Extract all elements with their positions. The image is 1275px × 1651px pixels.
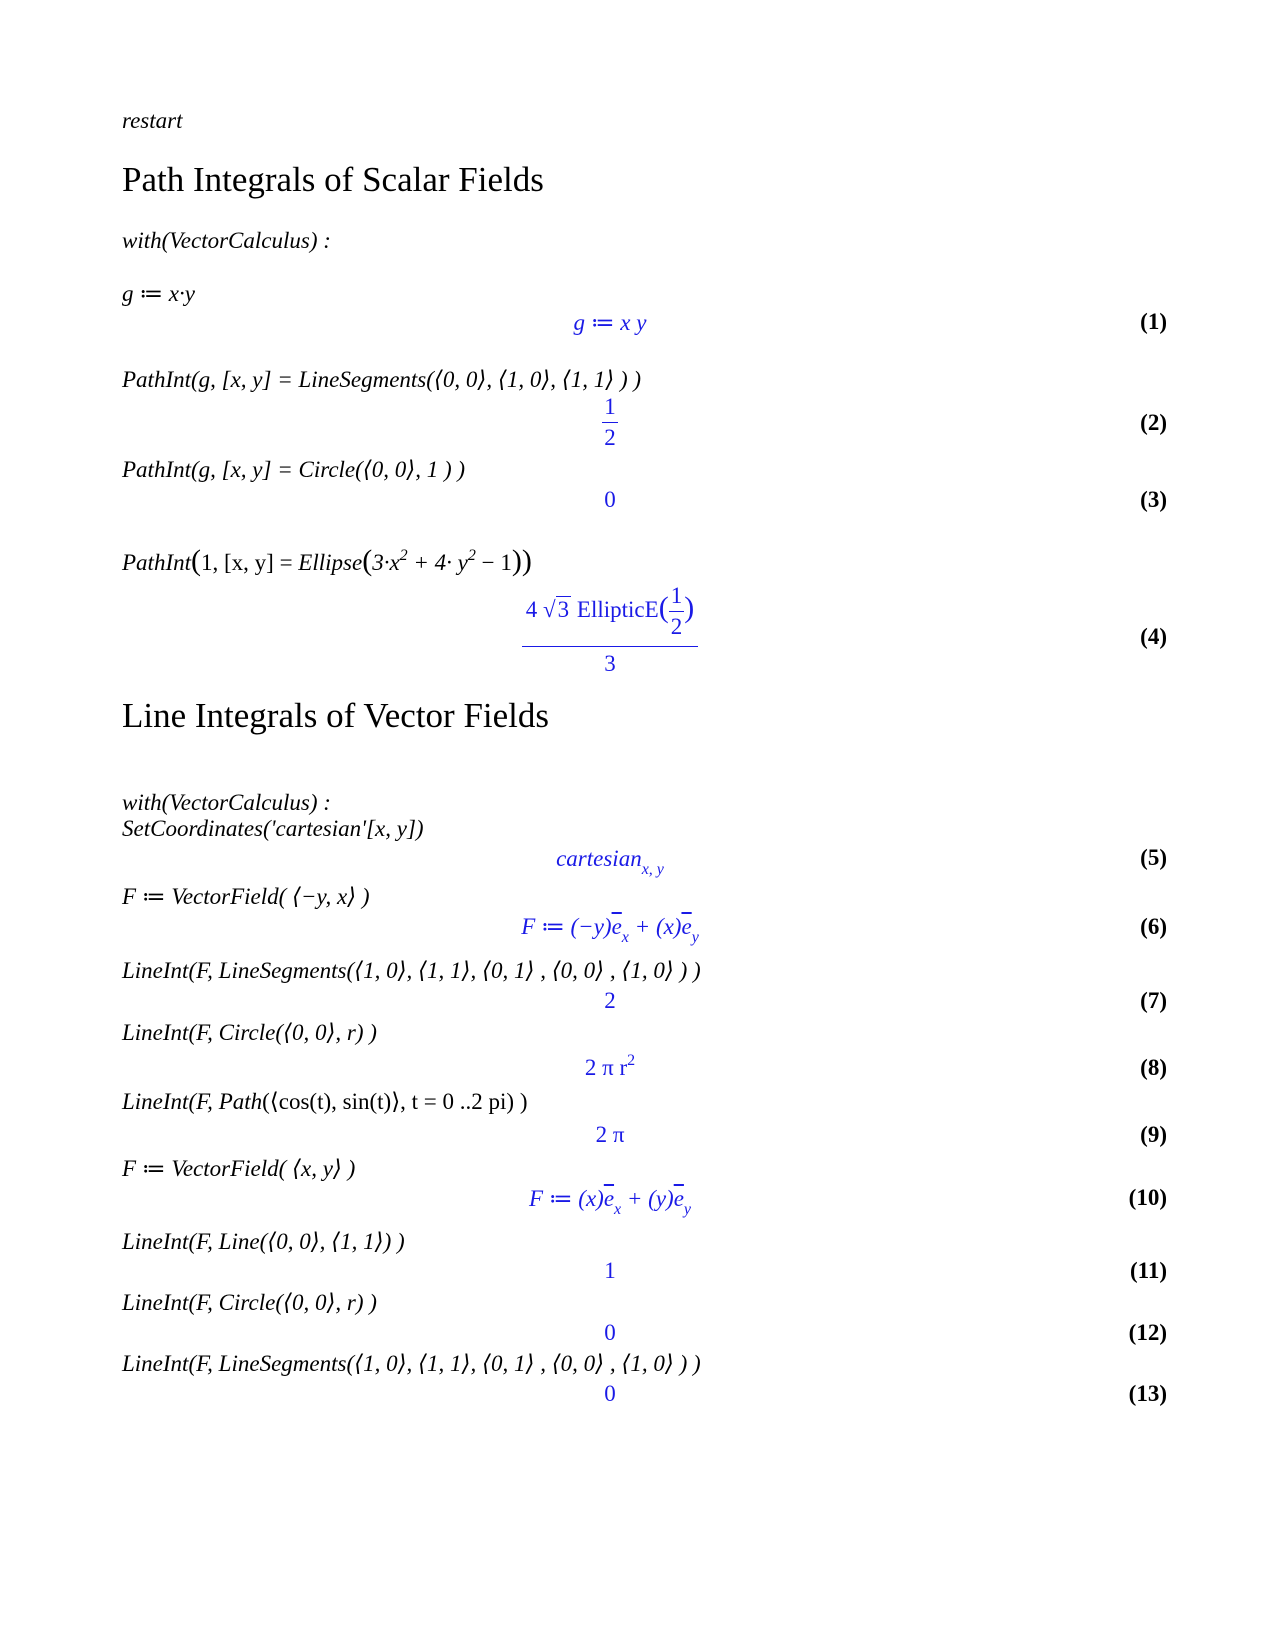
sqrt-symbol: √ bbox=[543, 596, 556, 622]
lineint-linesegments-command-2[interactable]: LineInt(F, LineSegments(⟨1, 0⟩, ⟨1, 1⟩, ⟨0, 1⟩ , ⟨0, 0⟩ , ⟨1, 0⟩ ) ) bbox=[122, 1351, 701, 1376]
output-10-coef-2: (y) bbox=[648, 1186, 674, 1211]
equation-label-8: (8) bbox=[1140, 1055, 1167, 1080]
path-cmd-fn: Path bbox=[218, 1089, 263, 1114]
output-8-base: 2 π r bbox=[584, 1055, 628, 1080]
ellipse-cmd-head: PathInt bbox=[122, 550, 191, 575]
output-5-subscript: x, y bbox=[641, 861, 664, 878]
unit-subscript-x: x bbox=[614, 1201, 622, 1218]
unit-vector-e: $\overline{e}$ bbox=[603, 1186, 615, 1211]
elliptic-arg-fraction bbox=[669, 583, 685, 640]
pathint-circle-command[interactable]: PathInt(g, [x, y] = Circle(⟨0, 0⟩, 1 ) ) bbox=[122, 457, 466, 482]
output-10-coef-1: (x) bbox=[578, 1186, 604, 1211]
ellipse-expr-c: − 1 bbox=[475, 550, 512, 575]
equation-label-11: (11) bbox=[1129, 1258, 1167, 1283]
output-10 bbox=[400, 1186, 820, 1218]
output-6-coef-2: (x) bbox=[655, 914, 682, 939]
fraction-denominator: 3 bbox=[604, 651, 616, 676]
F-vectorfield-command-2[interactable]: F ≔ VectorField( ⟨x, y⟩ ) bbox=[122, 1156, 356, 1181]
output-5 bbox=[400, 846, 820, 878]
output-3: 0 bbox=[604, 487, 616, 512]
coefficient: 4 bbox=[525, 596, 538, 622]
equation-label-9: (9) bbox=[1140, 1122, 1167, 1147]
F-vectorfield-command-1[interactable]: F ≔ VectorField( ⟨−y, x⟩ ) bbox=[122, 884, 370, 909]
output-13: 0 bbox=[604, 1381, 616, 1406]
equation-label-7: (7) bbox=[1140, 988, 1167, 1013]
plus-sign: + bbox=[621, 1186, 649, 1211]
unit-vector-e: $\overline{e}$ bbox=[611, 914, 622, 939]
sqrt-radicand: 3 bbox=[557, 596, 570, 622]
output-7: 2 bbox=[604, 988, 616, 1013]
plus-sign: + bbox=[628, 914, 656, 939]
with-vectorcalculus-command[interactable]: with(VectorCalculus) : bbox=[122, 228, 331, 253]
equation-label-6: (6) bbox=[1140, 914, 1167, 939]
output-11: 1 bbox=[604, 1258, 616, 1283]
setcoordinates-command[interactable]: SetCoordinates('cartesian'[x, y]) bbox=[122, 816, 424, 841]
pathint-linesegments-command[interactable]: PathInt(g, [x, y] = LineSegments(⟨0, 0⟩, ⟨1, 0⟩, ⟨1, 1⟩ ) ) bbox=[122, 367, 642, 392]
lineint-linesegments-command-1[interactable]: LineInt(F, LineSegments(⟨1, 0⟩, ⟨1, 1⟩, ⟨0, 1⟩ , ⟨0, 0⟩ , ⟨1, 0⟩ ) ) bbox=[122, 958, 701, 983]
unit-vector-e: $\overline{e}$ bbox=[681, 914, 692, 939]
output-5-base: cartesian bbox=[556, 846, 642, 871]
unit-subscript-x: x bbox=[621, 929, 629, 946]
output-8 bbox=[400, 1052, 820, 1081]
equation-label-10: (10) bbox=[1128, 1185, 1167, 1210]
unit-subscript-y: y bbox=[691, 929, 699, 946]
fraction bbox=[522, 583, 698, 677]
ellipse-exp-1: 2 bbox=[399, 547, 408, 564]
lineint-path-command[interactable] bbox=[122, 1089, 527, 1115]
g-definition-command[interactable]: g ≔ x·y bbox=[122, 281, 195, 306]
equation-label-12: (12) bbox=[1128, 1320, 1167, 1345]
ellipse-expr-b: + 4· y bbox=[407, 550, 468, 575]
output-1: g ≔ x y bbox=[573, 310, 647, 335]
output-2 bbox=[400, 394, 820, 451]
fraction-numerator: 1 bbox=[602, 394, 618, 423]
path-cmd-prefix: LineInt(F, bbox=[122, 1089, 219, 1114]
lineint-circle-command-2[interactable]: LineInt(F, Circle(⟨0, 0⟩, r) ) bbox=[122, 1290, 377, 1315]
fraction-numerator: 4 √3 EllipticE( $\frac{1}{2}$ ) bbox=[522, 583, 698, 647]
output-9: 2 π bbox=[595, 1122, 625, 1147]
equation-label-1: (1) bbox=[1140, 309, 1167, 334]
equation-label-5: (5) bbox=[1140, 845, 1167, 870]
unit-subscript-y: y bbox=[683, 1201, 692, 1218]
section-heading-line-integrals: Line Integrals of Vector Fields bbox=[122, 696, 550, 735]
ellipse-expr-a: 3·x bbox=[372, 550, 400, 575]
output-8-exponent: 2 bbox=[627, 1052, 636, 1069]
output-6 bbox=[400, 914, 820, 946]
fraction bbox=[602, 394, 618, 451]
pathint-ellipse-command[interactable]: PathInt(1, [x, $y] = Ellipse(3\cdot x^2 + 4\cdot y^2 - 1)$) bbox=[122, 544, 532, 577]
equation-label-4: (4) bbox=[1140, 624, 1167, 649]
section-heading-path-integrals: Path Integrals of Scalar Fields bbox=[122, 160, 544, 199]
lineint-line-command[interactable]: LineInt(F, Line(⟨0, 0⟩, ⟨1, 1⟩) ) bbox=[122, 1229, 405, 1254]
ellipse-exp-2: 2 bbox=[467, 547, 476, 564]
restart-command[interactable]: restart bbox=[122, 108, 183, 133]
lineint-circle-command-1[interactable]: LineInt(F, Circle(⟨0, 0⟩, r) ) bbox=[122, 1020, 377, 1045]
path-cmd-args: (⟨cos(t), sin(t)⟩, t = 0 ..2 pi) ) bbox=[262, 1089, 528, 1114]
output-4 bbox=[400, 583, 820, 677]
output-6-lhs: F ≔ bbox=[521, 914, 571, 939]
equation-label-13: (13) bbox=[1128, 1381, 1167, 1406]
unit-vector-e: $\overline{e}$ bbox=[673, 1186, 684, 1211]
with-vectorcalculus-command-2[interactable]: with(VectorCalculus) : bbox=[122, 790, 331, 815]
output-12: 0 bbox=[604, 1320, 616, 1345]
ellipse-cmd-fn: Ellipse bbox=[298, 550, 363, 575]
elliptic-e-function: EllipticE bbox=[576, 596, 659, 622]
ellipse-cmd-args: 1, [x, y] = bbox=[201, 550, 299, 575]
equation-label-2: (2) bbox=[1140, 410, 1167, 435]
output-10-lhs: F ≔ bbox=[528, 1186, 579, 1211]
fraction-numerator: 1 bbox=[669, 583, 685, 612]
output-6-coef-1: (−y) bbox=[570, 914, 612, 939]
fraction-denominator: 2 bbox=[604, 425, 616, 450]
equation-label-3: (3) bbox=[1140, 487, 1167, 512]
fraction-denominator: 2 bbox=[670, 614, 683, 639]
